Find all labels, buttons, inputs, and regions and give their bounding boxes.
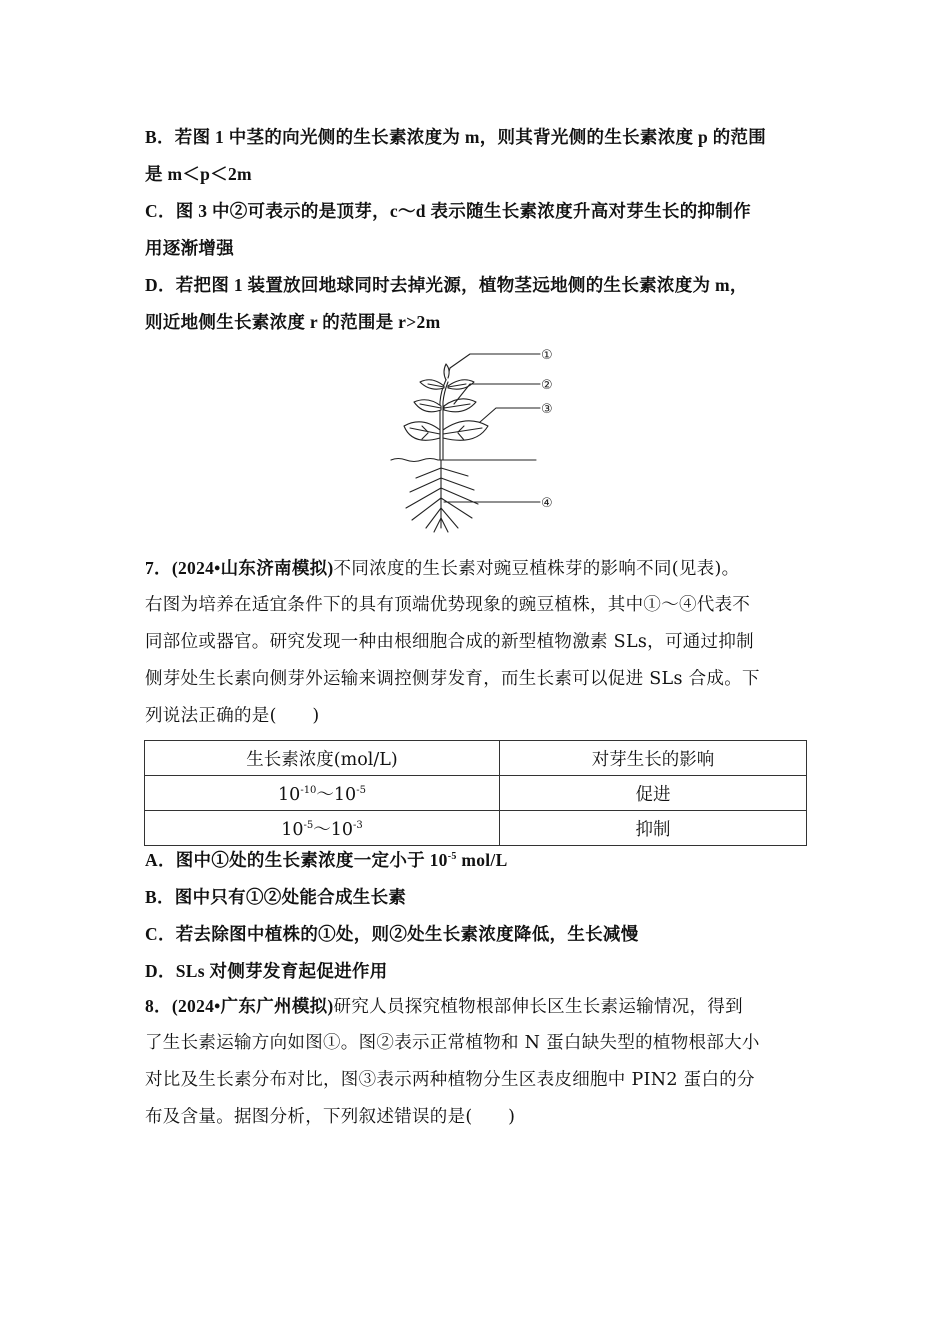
figure-label-3: ③ (541, 402, 553, 417)
exponent: -5 (303, 819, 314, 831)
q8-number: 8． (145, 996, 172, 1016)
q8-stem-line-3: 对比及生长素分布对比，图③表示两种植物分生区表皮细胞中 PIN2 蛋白的分 (145, 1070, 755, 1090)
base: 10 (330, 819, 354, 840)
prev-option-b-line-2: 是 m＜p＜2m (145, 164, 252, 184)
apical-bud (444, 364, 449, 380)
q8-stem-line-2: 了生长素运输方向如图①。图②表示正常植物和 N 蛋白缺失型的植物根部大小 (145, 1033, 760, 1053)
figure-label-1: ① (541, 348, 553, 363)
prev-option-d (145, 267, 807, 341)
exponent: -3 (353, 819, 363, 831)
figure-label-4: ④ (541, 496, 553, 511)
roots (406, 460, 478, 532)
q8-stem-text-1: 研究人员探究植物根部伸长区生长素运输情况，得到 (333, 997, 743, 1017)
prev-option-b (145, 119, 807, 193)
table-header-effect: 对芽生长的影响 (500, 741, 807, 776)
prev-option-d-line-2: 则近地侧生长素浓度 r 的范围是 r>2m (145, 312, 441, 332)
leader-line-3 (480, 408, 540, 422)
question-7-options (145, 842, 807, 990)
question-8-stem (145, 988, 807, 1136)
exponent: -5 (447, 851, 457, 862)
table-cell-effect: 促进 (500, 776, 807, 811)
q7-stem-line-4: 侧芽处生长素向侧芽外运输来调控侧芽发育，而生长素可以促进 SLs 合成。下 (145, 669, 760, 689)
prev-option-c-line-2: 用逐渐增强 (145, 238, 234, 258)
q7-stem-line-3: 同部位或器官。研究发现一种由根细胞合成的新型植物激素 SLs，可通过抑制 (145, 632, 754, 652)
prev-option-c-line-1: C．图 3 中②可表示的是顶芽，c～d 表示随生长素浓度升高对芽生长的抑制作 (145, 201, 751, 221)
base: 10 (278, 784, 301, 805)
q7-stem-line-2: 右图为培养在适宜条件下的具有顶端优势现象的豌豆植株，其中①～④代表不 (145, 595, 751, 615)
q7-option-a (145, 842, 807, 879)
prev-option-d-line-1: D．若把图 1 装置放回地球同时去掉光源，植物茎远地侧的生长素浓度为 m， (145, 275, 748, 295)
pea-plant-figure (388, 342, 568, 534)
table-row (145, 811, 807, 846)
base: 10 (281, 819, 304, 840)
exponent: -10 (300, 784, 317, 796)
q7-stem-text-1: 不同浓度的生长素对豌豆植株芽的影响不同(见表)。 (333, 559, 740, 579)
figure-label-2: ② (541, 378, 553, 393)
leaf-lower-left (404, 422, 440, 440)
exponent: -5 (356, 784, 366, 796)
soil-line (391, 459, 536, 462)
q7-number: 7． (145, 558, 172, 578)
auxin-effect-table (144, 740, 807, 846)
leader-line-1 (450, 354, 540, 368)
question-7-stem (145, 550, 807, 735)
q7-option-c: C．若去除图中植株的①处，则②处生长素浓度降低，生长减慢 (145, 924, 639, 944)
table-cell-effect: 抑制 (500, 811, 807, 846)
table-header-row (145, 741, 807, 776)
q8-stem-line-4: 布及含量。据图分析，下列叙述错误的是( ) (145, 1107, 516, 1127)
range-sep: ～ (316, 784, 334, 805)
q7-option-a-unit: mol/L (456, 850, 508, 870)
q7-option-a-text: A．图中①处的生长素浓度一定小于 10 (145, 850, 448, 870)
q8-source: (2024•广东广州模拟) (171, 996, 334, 1016)
table-cell-concentration (145, 776, 500, 811)
prev-option-c (145, 193, 807, 267)
base: 10 (333, 784, 357, 805)
prev-option-b-line-1: B．若图 1 中茎的向光侧的生长素浓度为 m，则其背光侧的生长素浓度 p 的范围 (145, 127, 767, 147)
q7-source: (2024•山东济南模拟) (171, 558, 334, 578)
range-sep: ～ (313, 819, 331, 840)
q8-stem-line-1 (145, 988, 807, 1025)
q7-option-b: B．图中只有①②处能合成生长素 (145, 887, 407, 907)
q7-option-d: D．SLs 对侧芽发育起促进作用 (145, 961, 388, 981)
table-cell-concentration (145, 811, 500, 846)
table-header-concentration: 生长素浓度(mol/L) (145, 741, 500, 776)
q7-stem-line-5: 列说法正确的是( ) (145, 706, 320, 726)
q7-stem-line-1 (145, 550, 807, 587)
table-row (145, 776, 807, 811)
